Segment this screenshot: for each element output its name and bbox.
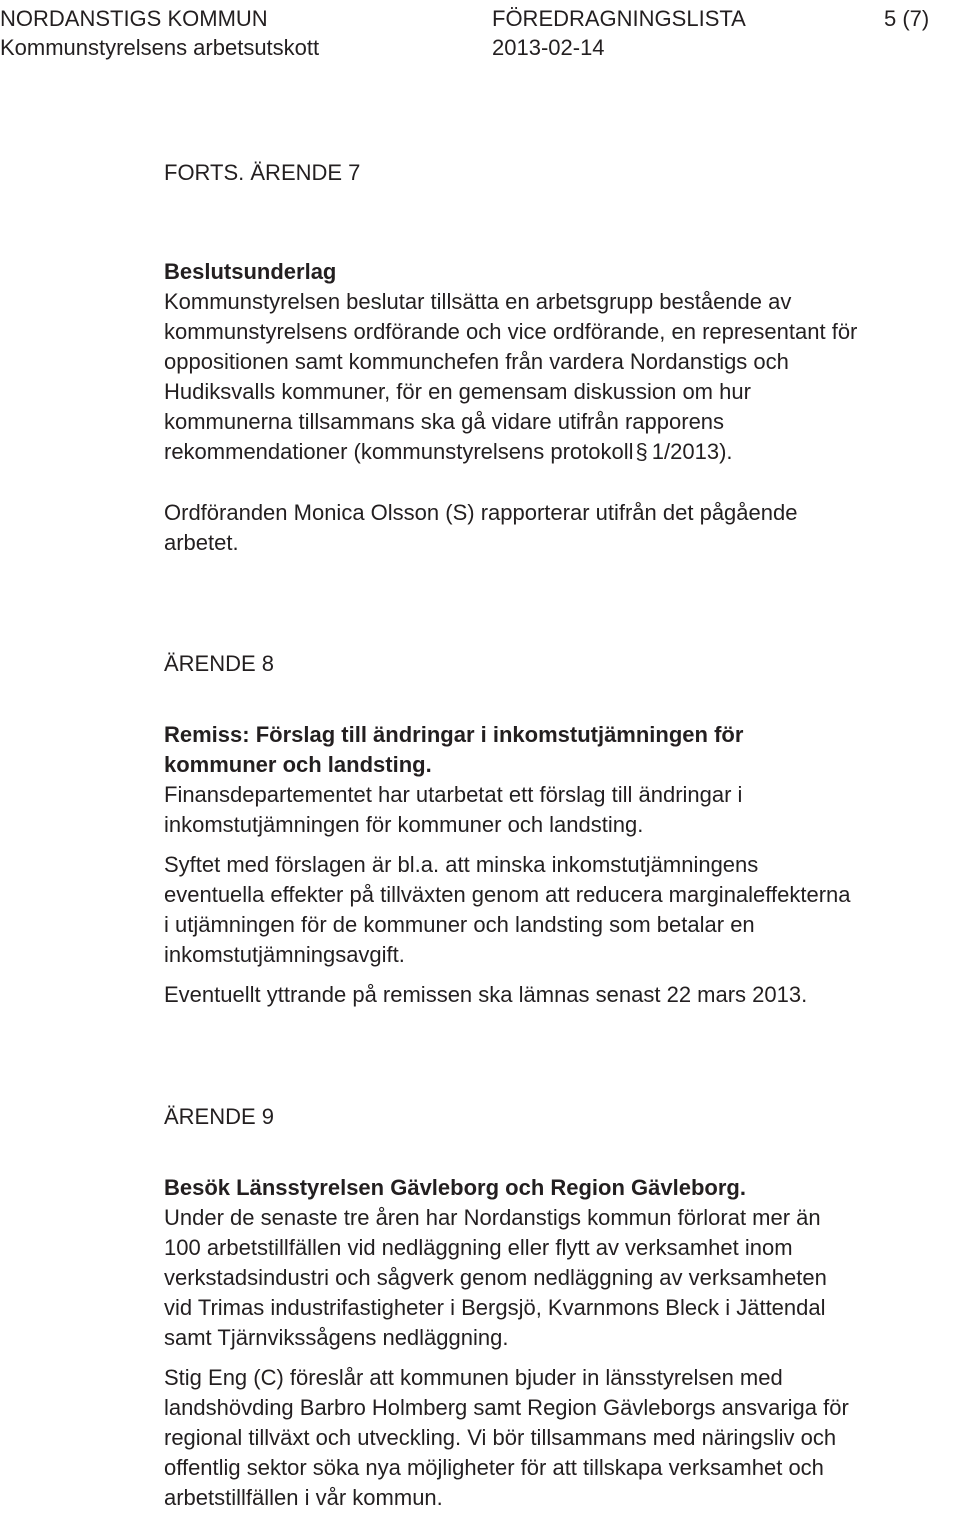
text-line: offentlig sektor söka nya möjligheter för att tillskapa verksamhet och xyxy=(164,1455,824,1480)
text-line: eventuella effekter på tillväxten genom att reducera marginaleffekterna xyxy=(164,882,851,907)
arende-9-paragraph-1 xyxy=(164,1203,956,1353)
text-line: oppositionen samt kommunchefen från vardera Nordanstigs och xyxy=(164,349,789,374)
arende-9-title: ÄRENDE 9 xyxy=(164,1104,275,1129)
text-line: vid Trimas industrifastigheter i Bergsjö, Kvarnmons Bleck i Jättendal xyxy=(164,1295,826,1320)
header-org: NORDANSTIGS KOMMUN xyxy=(0,6,268,31)
arende-8-paragraph-1 xyxy=(164,780,956,840)
text-line: samt Tjärnvikssågens nedläggning. xyxy=(164,1325,509,1350)
arende-8-paragraph-3: Eventuellt yttrande på remissen ska lämnas senast 22 mars 2013. xyxy=(164,982,808,1007)
text-line: Kommunstyrelsen beslutar tillsätta en arbetsgrupp bestående av xyxy=(164,289,792,314)
document-body xyxy=(164,158,956,1513)
arende-8-title: ÄRENDE 8 xyxy=(164,651,275,676)
text-line: kommunstyrelsens ordförande och vice ordförande, en representant för xyxy=(164,319,858,344)
text-line: kommunerna tillsammans ska gå vidare utifrån rapporens xyxy=(164,409,725,434)
text-line: inkomstutjämningen för kommuner och landsting. xyxy=(164,812,644,837)
text-line: i utjämningen för de kommuner och landsting som betalar en xyxy=(164,912,755,937)
header-doc-type: FÖREDRAGNINGSLISTA xyxy=(492,6,746,31)
arende-7-paragraph-1 xyxy=(164,287,956,467)
continued-heading: FORTS. ÄRENDE 7 xyxy=(164,160,361,185)
arende-7-subheading: Beslutsunderlag xyxy=(164,259,337,284)
text-line: verkstadsindustri och sågverk genom nedläggning av verksamheten xyxy=(164,1265,827,1290)
text-line: inkomstutjämningsavgift. xyxy=(164,942,405,967)
header-page-number: 5 (7) xyxy=(884,6,930,31)
text-line: Syftet med förslagen är bl.a. att minska inkomstutjämningens xyxy=(164,852,759,877)
text-line: 1/2013). xyxy=(651,439,733,464)
arende-9-section xyxy=(164,1102,956,1513)
text-line: landshövding Barbro Holmberg samt Region Gävleborgs ansvariga för xyxy=(164,1395,849,1420)
text-line: arbetstillfällen i vår kommun. xyxy=(164,1485,443,1510)
header-date: 2013-02-14 xyxy=(492,35,605,60)
header-committee: Kommunstyrelsens arbetsutskott xyxy=(0,35,320,60)
text-line: Finansdepartementet har utarbetat ett förslag till ändringar i xyxy=(164,782,743,807)
text-line: kommuner och landsting. xyxy=(164,752,432,777)
text-line: Ordföranden Monica Olsson (S) rapporterar utifrån det pågående xyxy=(164,500,798,525)
text-line: 100 arbetstillfällen vid nedläggning eller flytt av verksamhet inom xyxy=(164,1235,793,1260)
section-symbol: § xyxy=(635,439,648,464)
arende-8-subheading xyxy=(164,720,956,780)
arende-9-subheading: Besök Länsstyrelsen Gävleborg och Region Gävleborg. xyxy=(164,1175,746,1200)
arende-7-paragraph-2 xyxy=(164,498,956,558)
header-row-1 xyxy=(0,4,960,33)
text-line: arbetet. xyxy=(164,530,239,555)
arende-8-paragraph-2 xyxy=(164,850,956,970)
text-line: regional tillväxt och utveckling. Vi bör tillsammans med näringsliv och xyxy=(164,1425,837,1450)
text-line: Under de senaste tre åren har Nordanstigs kommun förlorat mer än xyxy=(164,1205,821,1230)
arende-8-section xyxy=(164,649,956,1010)
text-line: rekommendationer (kommunstyrelsens protokoll xyxy=(164,439,634,464)
page-header xyxy=(0,4,960,62)
header-row-2 xyxy=(0,33,960,62)
arende-7-section xyxy=(164,257,956,558)
arende-9-paragraph-2 xyxy=(164,1363,956,1513)
text-line: Hudiksvalls kommuner, för en gemensam diskussion om hur xyxy=(164,379,751,404)
text-line: Remiss: Förslag till ändringar i inkomstutjämningen för xyxy=(164,722,744,747)
text-line: Stig Eng (C) föreslår att kommunen bjuder in länsstyrelsen med xyxy=(164,1365,783,1390)
